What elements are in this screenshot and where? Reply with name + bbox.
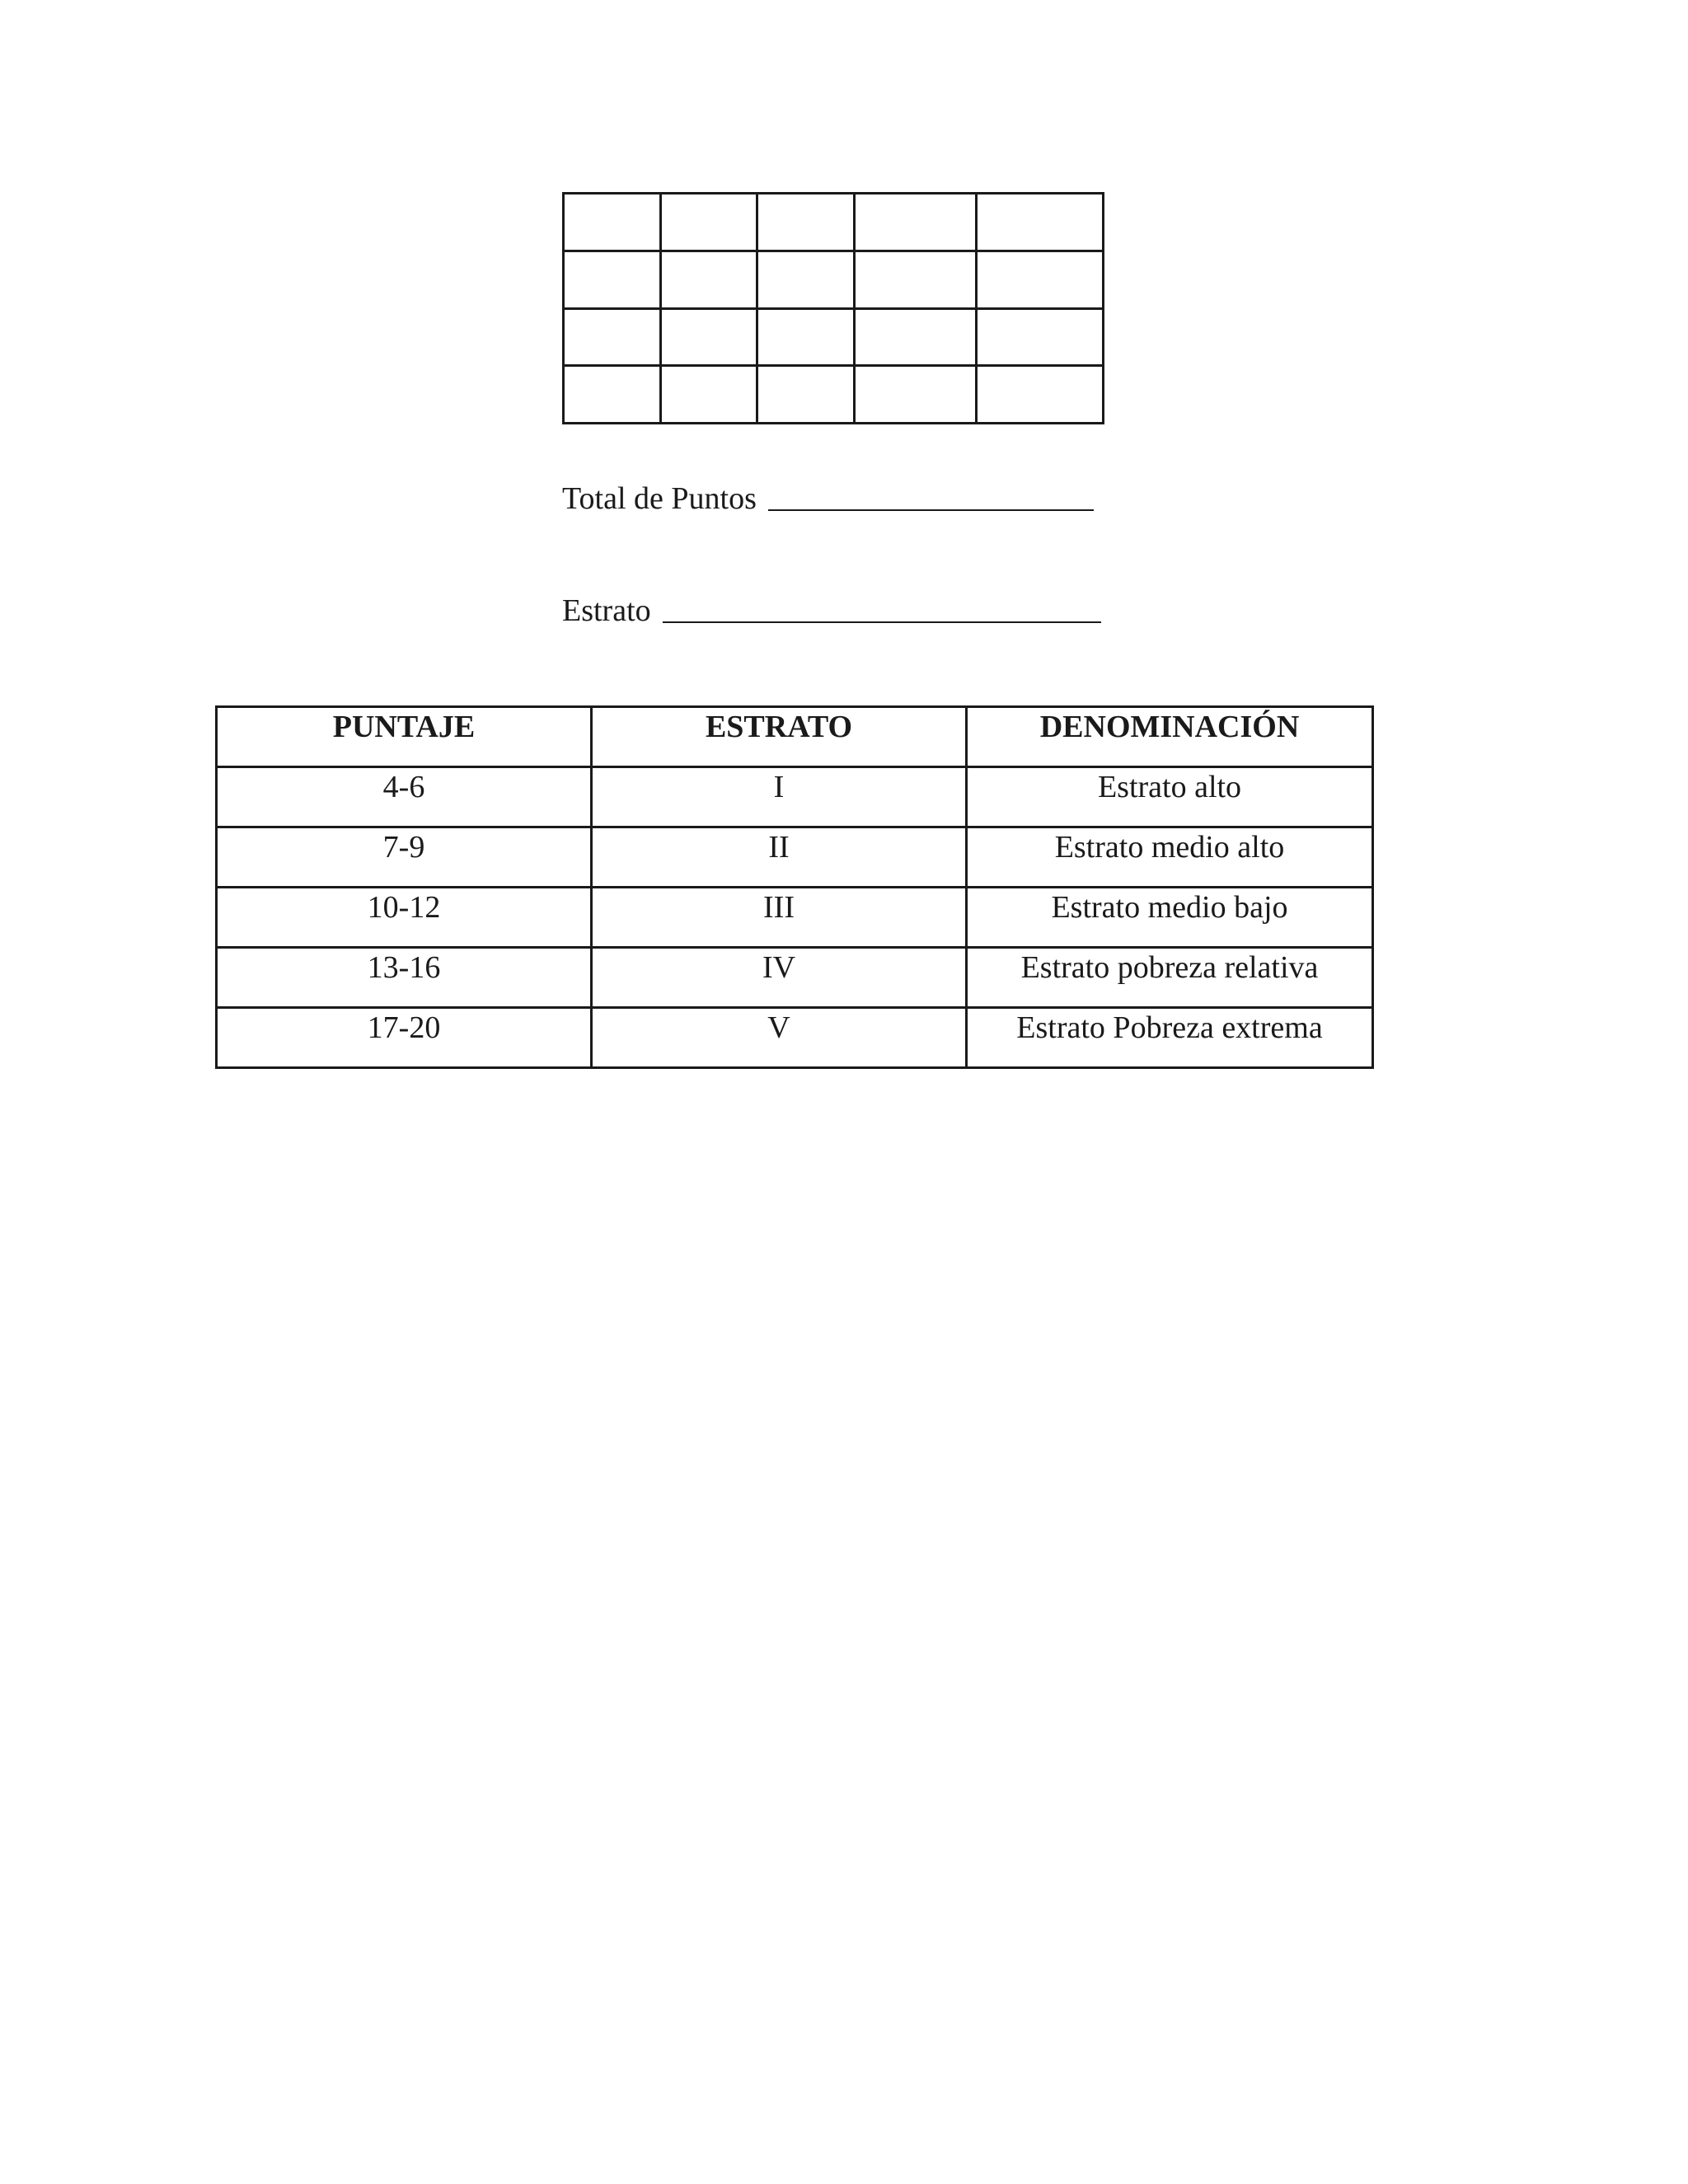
estrato-cell: II	[592, 827, 967, 888]
puntaje-cell: 13-16	[217, 948, 592, 1008]
score-cell[interactable]	[855, 251, 977, 308]
score-cell[interactable]	[564, 366, 661, 424]
estrato-label: Estrato	[562, 593, 651, 628]
score-grid-row	[564, 194, 1104, 251]
score-cell[interactable]	[757, 366, 855, 424]
total-points-label: Total de Puntos	[562, 481, 757, 516]
score-cell[interactable]	[757, 308, 855, 366]
denominacion-cell: Estrato medio alto	[967, 827, 1373, 888]
table-row	[217, 948, 1373, 1008]
table-row	[217, 888, 1373, 948]
estrato-cell: I	[592, 767, 967, 827]
score-cell[interactable]	[757, 194, 855, 251]
strata-header-row	[217, 707, 1373, 767]
estrato-cell: III	[592, 888, 967, 948]
header-puntaje: PUNTAJE	[217, 707, 592, 767]
total-points-line	[562, 483, 1094, 514]
score-cell[interactable]	[661, 308, 757, 366]
table-row	[217, 767, 1373, 827]
denominacion-cell: Estrato pobreza relativa	[967, 948, 1373, 1008]
estrato-cell: IV	[592, 948, 967, 1008]
table-row	[217, 1008, 1373, 1068]
score-cell[interactable]	[855, 366, 977, 424]
header-denominacion: DENOMINACIÓN	[967, 707, 1373, 767]
puntaje-cell: 10-12	[217, 888, 592, 948]
table-row	[217, 827, 1373, 888]
score-cell[interactable]	[757, 251, 855, 308]
score-cell[interactable]	[977, 251, 1104, 308]
denominacion-cell: Estrato Pobreza extrema	[967, 1008, 1373, 1068]
denominacion-cell: Estrato alto	[967, 767, 1373, 827]
score-cell[interactable]	[977, 194, 1104, 251]
strata-table	[215, 705, 1374, 1069]
score-grid-row	[564, 251, 1104, 308]
score-cell[interactable]	[564, 308, 661, 366]
score-cell[interactable]	[564, 194, 661, 251]
header-estrato: ESTRATO	[592, 707, 967, 767]
score-grid-row	[564, 308, 1104, 366]
score-cell[interactable]	[661, 194, 757, 251]
score-cell[interactable]	[564, 251, 661, 308]
denominacion-cell: Estrato medio bajo	[967, 888, 1373, 948]
score-cell[interactable]	[661, 366, 757, 424]
total-points-blank[interactable]	[768, 509, 1094, 511]
score-cell[interactable]	[977, 308, 1104, 366]
estrato-blank[interactable]	[663, 621, 1101, 623]
score-cell[interactable]	[855, 308, 977, 366]
score-grid-row	[564, 366, 1104, 424]
score-cell[interactable]	[977, 366, 1104, 424]
score-grid	[562, 192, 1104, 424]
estrato-cell: V	[592, 1008, 967, 1068]
score-cell[interactable]	[661, 251, 757, 308]
puntaje-cell: 4-6	[217, 767, 592, 827]
puntaje-cell: 17-20	[217, 1008, 592, 1068]
estrato-line	[562, 595, 1101, 626]
score-cell[interactable]	[855, 194, 977, 251]
puntaje-cell: 7-9	[217, 827, 592, 888]
